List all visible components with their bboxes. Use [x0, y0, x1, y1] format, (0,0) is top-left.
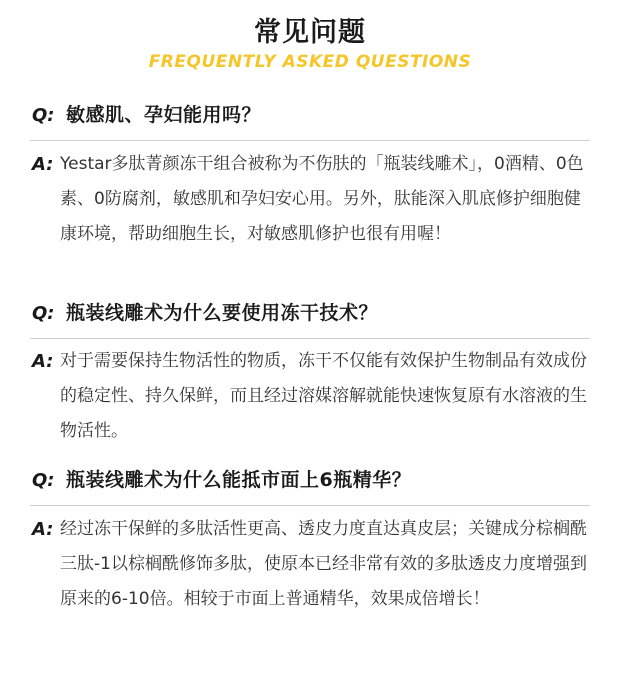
divider	[30, 338, 590, 339]
faq-question-2	[32, 298, 592, 325]
answer-marker: A:	[32, 519, 54, 540]
question-marker: Q:	[32, 470, 55, 491]
faq-question-3	[32, 465, 592, 492]
question-marker: Q:	[32, 303, 55, 324]
divider	[30, 140, 590, 141]
faq-question-1	[32, 100, 592, 127]
answer-text: 经过冻干保鲜的多肽活性更高、透皮力度直达真皮层；关键成分棕榈酰三肽-1以棕榈酰修饰多肽，使原本已经非常有效的多肽透皮力度增强到原来的6-10倍。相较于市面上普通精华，效果成倍增长！	[60, 519, 587, 609]
page-title: 常见问题	[254, 17, 366, 48]
divider	[30, 505, 590, 506]
answer-marker: A:	[32, 351, 54, 372]
question-text: 瓶装线雕术为什么能抵市面上6瓶精华？	[66, 469, 412, 491]
answer-text: Yestar多肽菁颜冻干组合被称为不伤肤的「瓶装线雕术」，0酒精、0色素、0防腐剂，敏感肌和孕妇安心用。另外，肽能深入肌底修护细胞健康环境，帮助细胞生长，对敏感肌修护也很有用喔！	[60, 154, 584, 244]
faq-answer-1	[32, 147, 592, 252]
question-marker: Q:	[32, 105, 55, 126]
question-text: 敏感肌、孕妇能用吗？	[66, 104, 262, 126]
page-subtitle: FREQUENTLY ASKED QUESTIONS	[148, 52, 472, 72]
faq-answer-3	[32, 512, 592, 617]
answer-text: 对于需要保持生物活性的物质，冻干不仅能有效保护生物制品有效成份的稳定性、持久保鲜，而且经过溶媒溶解就能快速恢复原有水溶液的生物活性。	[60, 351, 587, 441]
answer-marker: A:	[32, 154, 54, 175]
question-text: 瓶装线雕术为什么要使用冻干技术？	[66, 302, 379, 324]
faq-answer-2	[32, 344, 592, 449]
